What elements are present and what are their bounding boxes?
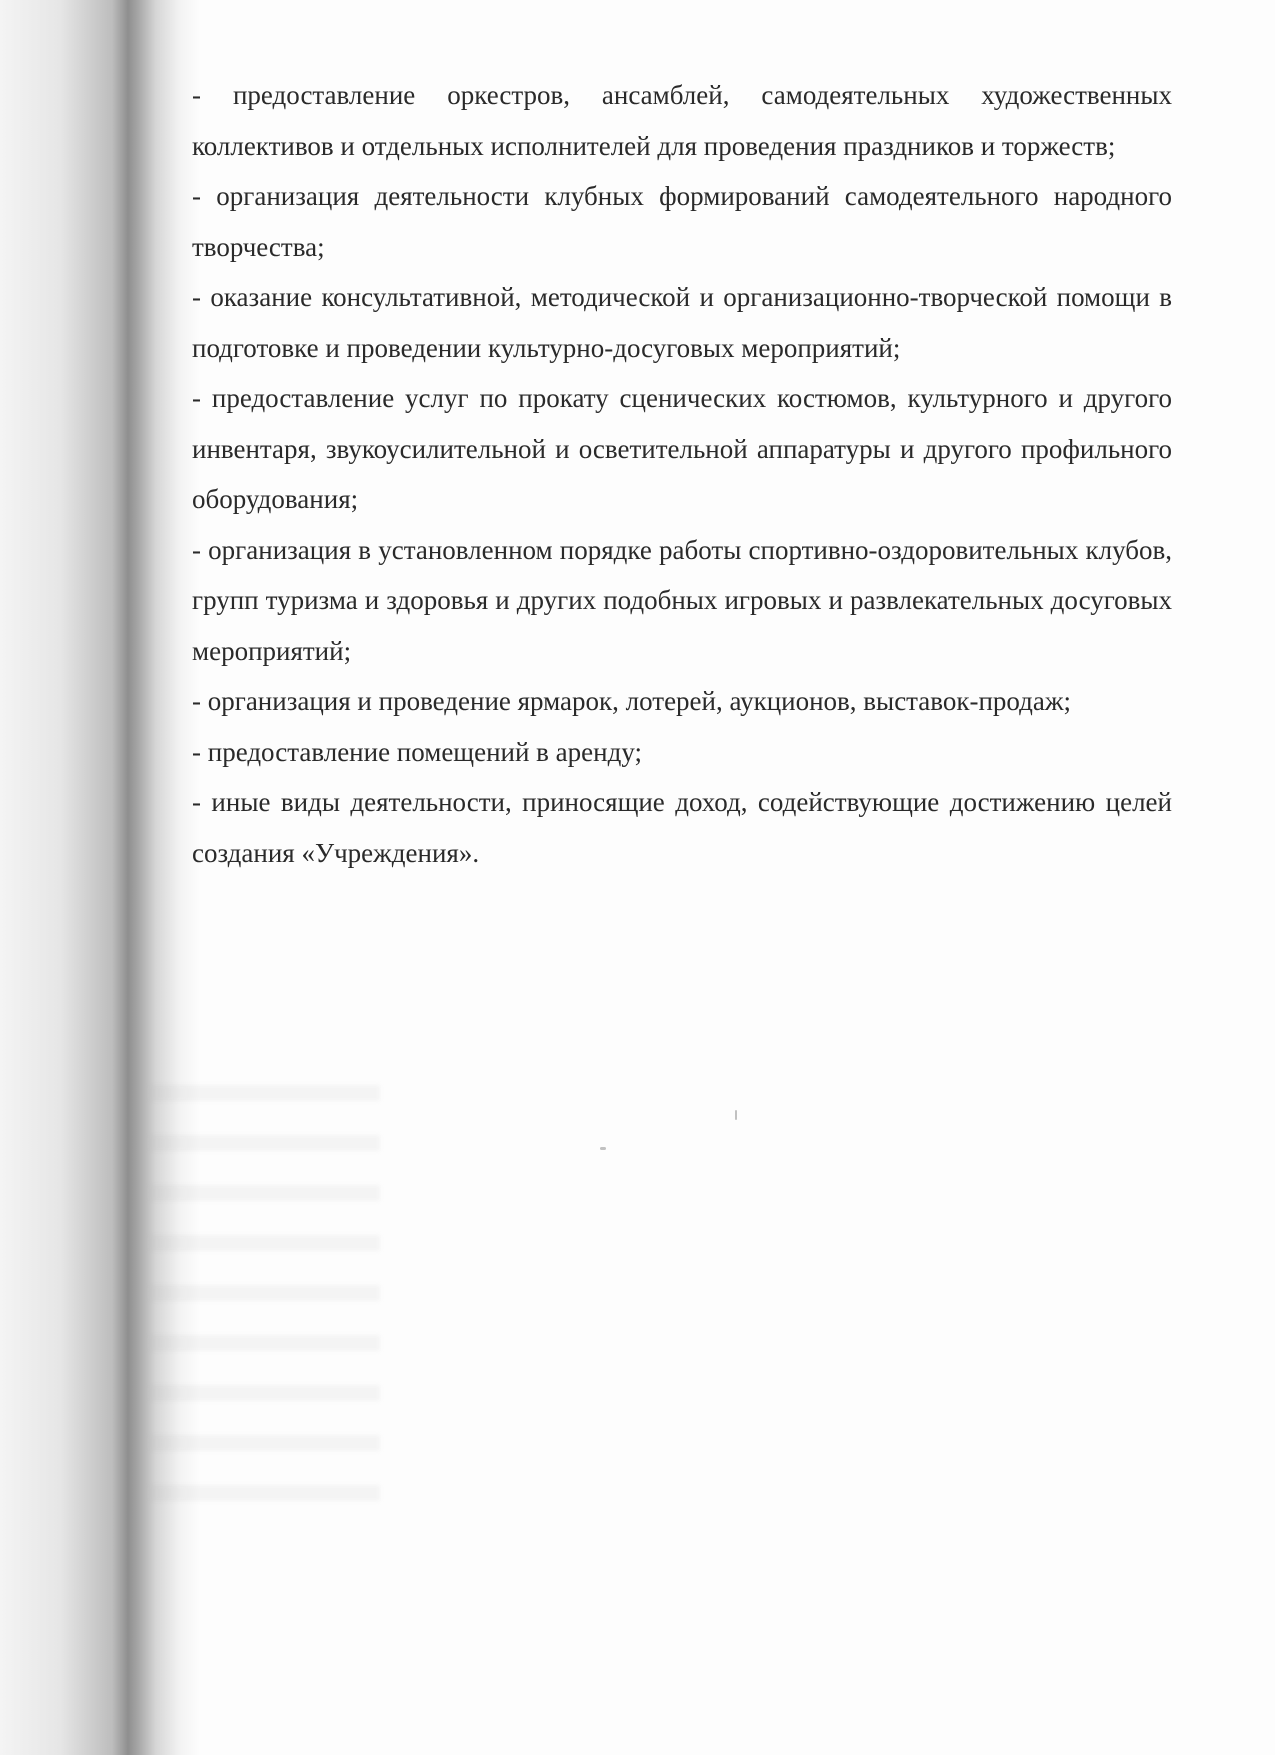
list-item: - оказание консультативной, методической и организационно-творческой помощи в подготовке и проведении культурно-досуговых мероприятий; [192, 282, 1172, 363]
list-item: - иные виды деятельности, приносящие доход, содействующие достижению целей создания «Учреждения». [192, 787, 1172, 868]
document-body [192, 70, 1172, 878]
dust-speck [735, 1110, 737, 1120]
list-item: - предоставление оркестров, ансамблей, самодеятельных художественных коллективов и отдельных исполнителей для проведения праздников и торжеств; [192, 80, 1172, 161]
show-through-text [150, 1085, 380, 1525]
list-item: - организация и проведение ярмарок, лотерей, аукционов, выставок-продаж; [192, 686, 1072, 716]
list-item: - организация деятельности клубных формирований самодеятельного народного творчества; [192, 181, 1172, 262]
list-item: - предоставление помещений в аренду; [192, 736, 642, 767]
list-item: - организация в установленном порядке работы спортивно-оздоровительных клубов, групп туризма и здоровья и других подобных игровых и развлекательных досуговых мероприятий; [192, 534, 1172, 666]
list-item: - предоставление услуг по прокату сценических костюмов, культурного и другого инвентаря, звукоусилительной и осветительной аппаратуры и другого профильного оборудования; [192, 383, 1172, 514]
dust-speck [600, 1147, 606, 1150]
